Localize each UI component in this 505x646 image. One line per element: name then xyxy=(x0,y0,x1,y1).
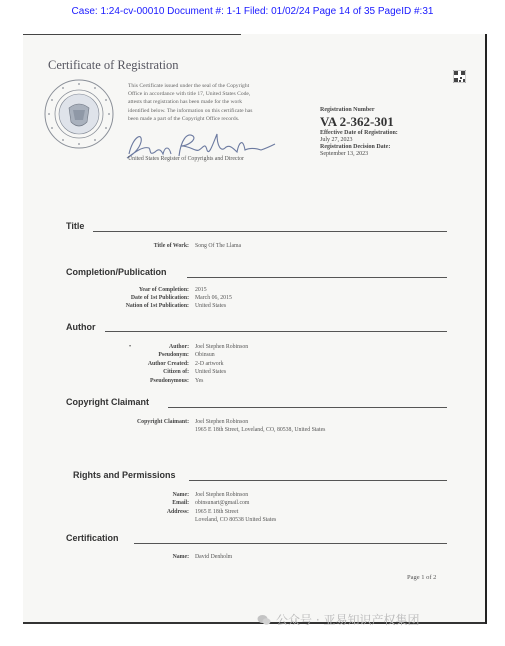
certificate-title: Certificate of Registration xyxy=(48,58,179,72)
top-rule xyxy=(23,34,241,35)
field-value: March 06, 2015 xyxy=(195,295,232,301)
field-label: Year of Completion: xyxy=(138,287,189,293)
qr-code-icon xyxy=(453,70,466,83)
field-row xyxy=(23,517,485,524)
certificate-body-line: identified below. The information on this certificate has xyxy=(128,107,253,114)
section-rule xyxy=(189,480,447,481)
field-label: Copyright Claimant: xyxy=(136,419,189,425)
certificate-body xyxy=(128,82,300,123)
page-number: Page 1 of 2 xyxy=(407,574,437,581)
section-rule xyxy=(105,331,447,332)
field-row xyxy=(23,427,485,434)
field-label: Title of Work: xyxy=(153,243,189,249)
field-row xyxy=(23,419,485,426)
field-value: Song Of The Llama xyxy=(195,243,242,249)
field-value: David Denholm xyxy=(195,554,233,560)
field-row xyxy=(23,378,485,385)
section-title-heading: Title xyxy=(66,221,85,231)
section-claimant-heading: Copyright Claimant xyxy=(66,397,150,407)
author-bullet: • xyxy=(129,344,132,350)
certificate-page xyxy=(23,34,487,624)
field-value: 1965 E 18th Street, Loveland, CO, 80538, United States xyxy=(195,427,326,433)
field-label: Citizen of: xyxy=(163,369,189,375)
section-rule xyxy=(134,543,447,544)
field-label: Address: xyxy=(166,509,189,515)
field-label: Author Created: xyxy=(147,361,189,367)
field-row xyxy=(23,509,485,516)
field-row xyxy=(23,500,485,507)
registration-number-label: Registration Number xyxy=(320,107,375,113)
registration-number: VA 2-362-301 xyxy=(320,114,394,129)
field-value: Obinsun xyxy=(195,352,215,358)
certificate-body-line: attests that registration has been made for the work xyxy=(128,99,243,106)
section-completion-heading: Completion/Publication xyxy=(66,267,167,277)
field-value: Yes xyxy=(195,378,204,384)
section-rights-heading: Rights and Permissions xyxy=(73,470,176,480)
section-rule xyxy=(168,407,447,408)
certificate-body-line: been made a part of the Copyright Office records. xyxy=(128,115,240,122)
wechat-icon xyxy=(257,614,271,626)
field-label: Pseudonym: xyxy=(158,352,189,358)
field-value: Joel Stephen Robinson xyxy=(195,419,249,425)
field-value: Joel Stephen Robinson xyxy=(195,344,249,350)
field-value: Joel Stephen Robinson xyxy=(195,492,249,498)
certificate-body-line: This Certificate issued under the seal of the Copyright xyxy=(128,83,250,89)
registration-block xyxy=(320,107,398,158)
field-label: Date of 1st Publication: xyxy=(130,295,189,301)
field-value: 2-D artwork xyxy=(195,361,224,367)
section-rule xyxy=(187,277,447,278)
register-title: United States Register of Copyrights and Director xyxy=(128,156,244,162)
field-value: United States xyxy=(195,369,227,375)
field-row xyxy=(23,243,485,250)
field-row xyxy=(23,554,485,561)
copyright-office-seal-icon xyxy=(43,78,115,150)
field-label: Name: xyxy=(172,492,189,498)
field-label: Email: xyxy=(172,500,189,506)
field-row xyxy=(23,369,485,376)
certificate-body-line: Office in accordance with title 17, United States Code, xyxy=(128,91,251,98)
field-row xyxy=(23,344,485,351)
field-row xyxy=(23,352,485,359)
section-author-heading: Author xyxy=(66,322,96,332)
field-label: Pseudonymous: xyxy=(150,378,189,384)
field-row xyxy=(23,295,485,302)
section-rule xyxy=(93,231,447,232)
field-row xyxy=(23,492,485,499)
field-row xyxy=(23,287,485,294)
effective-date: July 27, 2023 xyxy=(320,137,353,143)
field-value: United States xyxy=(195,303,227,309)
section-certification-heading: Certification xyxy=(66,533,119,543)
field-value: 2015 xyxy=(195,287,207,293)
field-label: Name: xyxy=(172,554,189,560)
decision-date: September 13, 2023 xyxy=(320,151,369,157)
field-row xyxy=(23,303,485,310)
field-value: obinsunart@gmail.com xyxy=(195,500,250,506)
watermark-text: 公众号 · 亚易知识产权集团 xyxy=(276,613,420,627)
field-value: 1965 E 18th Street xyxy=(195,509,239,515)
decision-date-label: Registration Decision Date: xyxy=(320,144,391,150)
effective-date-label: Effective Date of Registration: xyxy=(320,130,398,136)
case-header: Case: 1:24-cv-00010 Document #: 1-1 Filed: 01/02/24 Page 14 of 35 PageID #:31 xyxy=(71,6,434,17)
field-value: Loveland, CO 80538 United States xyxy=(195,517,277,523)
field-label: Author: xyxy=(169,344,189,350)
field-label: Nation of 1st Publication: xyxy=(125,303,189,309)
field-row xyxy=(23,361,485,368)
